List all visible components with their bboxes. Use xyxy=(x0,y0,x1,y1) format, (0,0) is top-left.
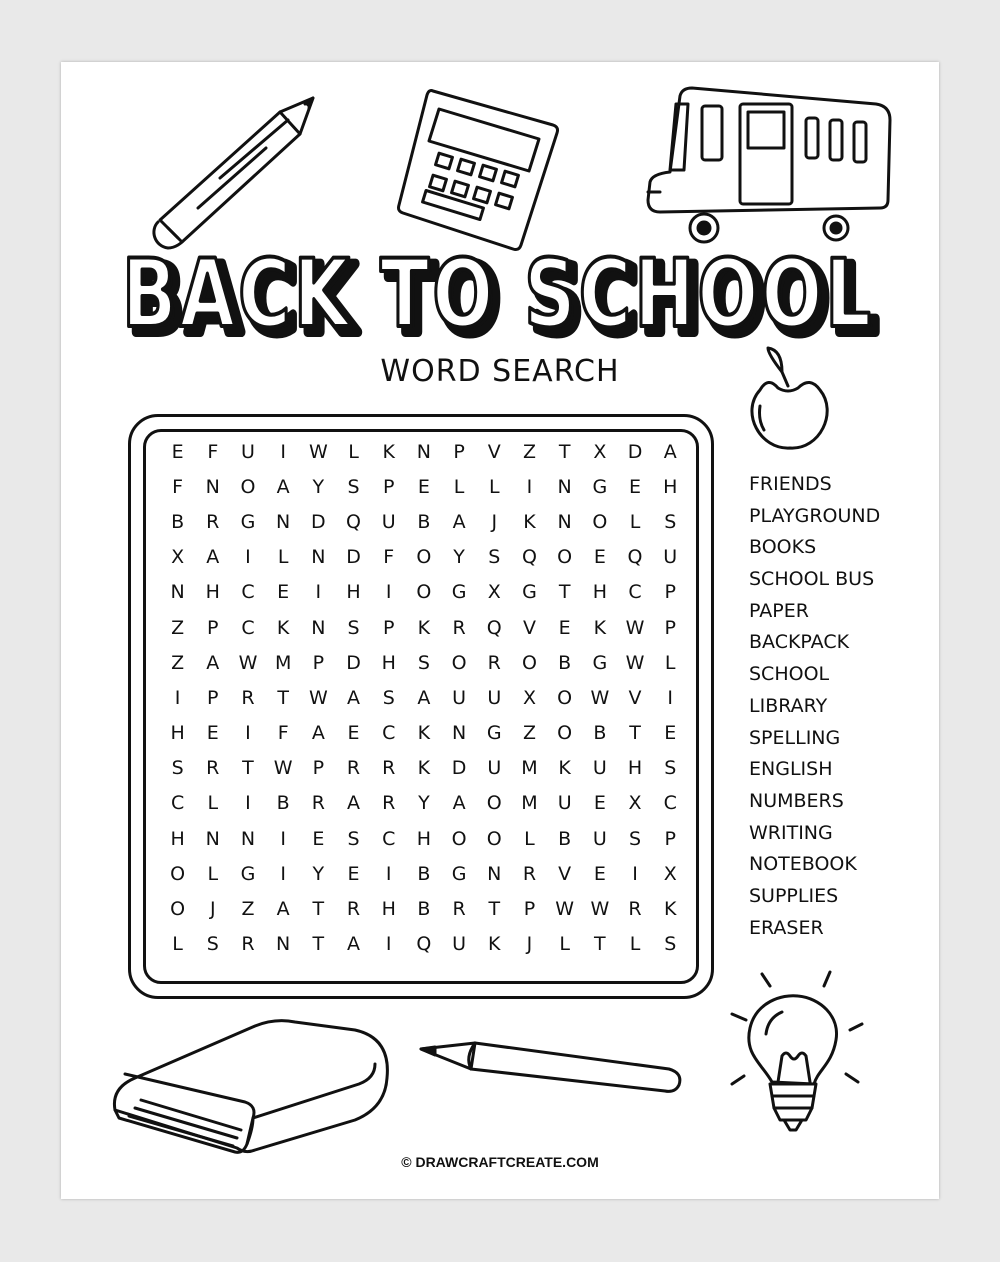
grid-letter: N xyxy=(416,440,432,463)
grid-letter: N xyxy=(311,616,326,639)
grid-letter: P xyxy=(207,616,219,639)
grid-letter: F xyxy=(172,475,184,498)
grid-letter: S xyxy=(171,757,184,780)
grid-letter: C xyxy=(382,722,396,745)
grid-letter: A xyxy=(452,792,466,815)
grid-letter: I xyxy=(632,862,638,885)
grid-letter: R xyxy=(241,933,255,956)
grid-letter: I xyxy=(245,546,251,569)
grid-letter: L xyxy=(348,440,359,463)
grid-letter: G xyxy=(240,510,256,533)
grid-letter: R xyxy=(346,898,361,921)
grid-letter: X xyxy=(487,581,501,604)
grid-letter: R xyxy=(206,757,220,780)
grid-letter: A xyxy=(347,686,361,709)
grid-letter: O xyxy=(557,546,573,569)
grid-letter: O xyxy=(451,827,467,850)
grid-letter: N xyxy=(205,827,220,850)
grid-letter: P xyxy=(312,757,325,780)
grid-letter: T xyxy=(242,757,254,780)
grid-letter: R xyxy=(311,792,325,815)
grid-letter: W xyxy=(625,651,645,674)
grid-letter: U xyxy=(663,546,678,569)
grid-letter: S xyxy=(347,475,360,498)
grid-letter: B xyxy=(171,510,185,533)
page-title-shadow: BACK TO SCHOOL xyxy=(129,246,881,355)
grid-letter: Q xyxy=(486,616,502,639)
grid-letter: D xyxy=(346,651,361,674)
grid-letter: G xyxy=(592,475,608,498)
grid-letter: Y xyxy=(453,546,465,569)
grid-letter: W xyxy=(273,757,293,780)
grid-letter: L xyxy=(524,827,535,850)
grid-letter: E xyxy=(312,827,325,850)
grid-letter: F xyxy=(383,546,395,569)
grid-letter: U xyxy=(592,757,607,780)
grid-letter: W xyxy=(590,898,610,921)
grid-letter: R xyxy=(241,686,255,709)
grid-letter: V xyxy=(558,862,572,885)
grid-letter: G xyxy=(451,862,467,885)
grid-letter: T xyxy=(312,933,325,956)
grid-letter: W xyxy=(555,898,575,921)
grid-letter: R xyxy=(522,862,537,885)
grid-letter: N xyxy=(205,475,220,498)
word-list-item: PLAYGROUND xyxy=(749,504,881,527)
grid-letter: R xyxy=(628,898,642,921)
grid-letter: L xyxy=(453,475,465,498)
grid-letter: K xyxy=(558,757,571,780)
page-title xyxy=(0,246,1000,356)
grid-letter: M xyxy=(521,757,538,780)
grid-letter: T xyxy=(277,686,289,709)
grid-letter: A xyxy=(417,686,431,709)
grid-letter: U xyxy=(592,827,607,850)
grid-letter: G xyxy=(592,651,608,674)
grid-letter: Z xyxy=(171,616,185,639)
grid-letter: E xyxy=(593,862,606,885)
grid-letter: U xyxy=(381,510,396,533)
grid-letter: J xyxy=(491,510,498,533)
grid-letter: C xyxy=(241,616,255,639)
word-list-item: FRIENDS xyxy=(749,473,832,495)
grid-letter: W xyxy=(625,616,645,639)
grid-letter: A xyxy=(663,440,677,463)
grid-letter: E xyxy=(593,546,606,569)
grid-letter: W xyxy=(590,686,610,709)
copyright-footer: © DRAWCRAFTCREATE.COM xyxy=(401,1154,599,1170)
grid-letter: I xyxy=(245,792,251,815)
grid-letter: I xyxy=(667,686,674,709)
grid-letter: T xyxy=(312,898,325,921)
grid-letter: E xyxy=(558,616,571,639)
pencil-icon xyxy=(150,90,325,255)
grid-letter: L xyxy=(559,933,570,956)
grid-letter: A xyxy=(206,651,220,674)
grid-letter: H xyxy=(346,581,361,604)
word-list-item: LIBRARY xyxy=(749,694,828,717)
grid-letter: C xyxy=(241,581,255,604)
grid-letter: B xyxy=(276,792,290,815)
word-list-item: BACKPACK xyxy=(749,631,850,654)
grid-letter: U xyxy=(557,792,572,815)
word-list-item: WRITING xyxy=(749,821,833,844)
grid-letter: S xyxy=(664,510,677,533)
grid-letter: A xyxy=(206,546,220,569)
grid-letter: I xyxy=(174,686,181,709)
grid-letter: G xyxy=(451,581,467,604)
grid-letter: L xyxy=(629,933,641,956)
grid-letter: K xyxy=(417,722,431,745)
grid-letter: A xyxy=(347,933,361,956)
grid-letter: O xyxy=(240,475,256,498)
crayon-pencil-icon xyxy=(415,1035,690,1097)
grid-letter: P xyxy=(664,616,676,639)
grid-letter: Z xyxy=(522,722,536,745)
grid-letter: L xyxy=(664,651,676,674)
grid-letter: L xyxy=(172,933,183,956)
grid-letter: A xyxy=(276,475,290,498)
grid-letter: R xyxy=(452,616,466,639)
grid-letter: E xyxy=(629,475,642,498)
school-bus-icon xyxy=(640,82,900,247)
light-bulb-icon xyxy=(722,968,872,1148)
grid-letter: B xyxy=(417,510,431,533)
grid-letter: G xyxy=(486,722,502,745)
book-icon xyxy=(105,1018,405,1158)
grid-letter: H xyxy=(170,722,185,745)
grid-letter: M xyxy=(521,792,538,815)
grid-letter: A xyxy=(347,792,361,815)
grid-letter: C xyxy=(663,792,677,815)
apple-icon xyxy=(738,346,843,456)
grid-letter: V xyxy=(522,616,536,639)
grid-letter: H xyxy=(663,475,678,498)
grid-letter: U xyxy=(452,933,467,956)
grid-letter: H xyxy=(627,757,643,780)
grid-letter: K xyxy=(663,898,677,921)
grid-letter: Q xyxy=(416,933,432,956)
grid-letter: K xyxy=(417,757,431,780)
letter-grid xyxy=(160,434,688,962)
grid-letter: K xyxy=(382,440,395,463)
grid-letter: D xyxy=(311,510,326,533)
word-list-item: PAPER xyxy=(749,599,809,622)
grid-letter: V xyxy=(487,440,501,463)
grid-letter: O xyxy=(416,546,432,569)
grid-letter: P xyxy=(382,475,395,498)
grid-letter: K xyxy=(276,616,290,639)
grid-letter: X xyxy=(522,686,536,709)
grid-letter: W xyxy=(308,440,328,463)
grid-letter: K xyxy=(593,616,607,639)
grid-letter: Q xyxy=(627,546,643,569)
grid-letter: G xyxy=(240,862,256,885)
grid-letter: T xyxy=(629,722,641,745)
grid-letter: T xyxy=(558,581,571,604)
grid-letter: J xyxy=(209,898,216,921)
word-list-item: SPELLING xyxy=(749,726,841,749)
grid-letter: H xyxy=(592,581,607,604)
grid-letter: S xyxy=(664,757,677,780)
grid-letter: E xyxy=(347,862,360,885)
grid-letter: A xyxy=(276,898,290,921)
grid-letter: E xyxy=(417,475,430,498)
grid-letter: R xyxy=(487,651,501,674)
grid-letter: K xyxy=(523,510,536,533)
grid-letter: Y xyxy=(312,475,325,498)
grid-letter: N xyxy=(487,862,502,885)
grid-letter: A xyxy=(311,722,325,745)
grid-letter: O xyxy=(451,651,467,674)
page-subtitle: WORD SEARCH xyxy=(380,354,620,389)
word-list-item: NOTEBOOK xyxy=(749,853,857,876)
grid-letter: E xyxy=(347,722,360,745)
grid-letter: J xyxy=(526,933,533,956)
grid-letter: Z xyxy=(522,440,536,463)
grid-letter: P xyxy=(207,686,219,709)
grid-letter: H xyxy=(381,651,396,674)
word-list xyxy=(749,469,929,944)
grid-letter: K xyxy=(417,616,431,639)
grid-letter: O xyxy=(486,792,502,815)
grid-letter: S xyxy=(488,546,501,569)
grid-letter: P xyxy=(664,581,676,604)
grid-letter: L xyxy=(277,546,289,569)
grid-letter: M xyxy=(274,651,292,674)
grid-letter: S xyxy=(347,827,360,850)
grid-letter: E xyxy=(206,722,219,745)
grid-letter: F xyxy=(207,440,219,463)
grid-letter: N xyxy=(276,510,291,533)
grid-letter: P xyxy=(312,651,325,674)
grid-letter: I xyxy=(315,581,322,604)
grid-letter: O xyxy=(557,686,573,709)
word-list-item: ENGLISH xyxy=(749,758,833,781)
grid-letter: W xyxy=(308,686,328,709)
grid-letter: N xyxy=(451,722,467,745)
grid-letter: U xyxy=(487,686,502,709)
grid-letter: U xyxy=(452,686,467,709)
grid-letter: S xyxy=(417,651,430,674)
grid-letter: D xyxy=(627,440,643,463)
grid-letter: X xyxy=(663,862,677,885)
grid-letter: T xyxy=(558,440,571,463)
grid-letter: Y xyxy=(312,862,325,885)
grid-letter: E xyxy=(593,792,606,815)
grid-letter: O xyxy=(416,581,432,604)
grid-letter: O xyxy=(486,827,502,850)
grid-letter: P xyxy=(382,616,395,639)
grid-letter: O xyxy=(170,898,186,921)
grid-letter: I xyxy=(280,862,286,885)
grid-letter: L xyxy=(207,862,219,885)
grid-letter: T xyxy=(488,898,501,921)
grid-letter: I xyxy=(385,933,392,956)
word-list-item: SUPPLIES xyxy=(749,884,839,907)
grid-letter: F xyxy=(277,722,289,745)
grid-letter: E xyxy=(277,581,290,604)
grid-letter: R xyxy=(382,792,396,815)
grid-letter: C xyxy=(382,827,396,850)
grid-letter: D xyxy=(451,757,467,780)
word-list-item: ERASER xyxy=(749,916,824,939)
grid-letter: C xyxy=(628,581,642,604)
grid-letter: Z xyxy=(241,898,255,921)
grid-letter: B xyxy=(558,827,572,850)
word-list-item: BOOKS xyxy=(749,536,817,559)
grid-letter: N xyxy=(276,933,291,956)
grid-letter: U xyxy=(241,440,255,463)
grid-letter: N xyxy=(557,475,572,498)
grid-letter: A xyxy=(452,510,466,533)
grid-letter: N xyxy=(311,546,326,569)
grid-letter: O xyxy=(521,651,537,674)
grid-letter: X xyxy=(628,792,642,815)
grid-letter: H xyxy=(205,581,220,604)
grid-letter: I xyxy=(280,440,286,463)
grid-letter: H xyxy=(416,827,432,850)
grid-letter: L xyxy=(207,792,219,815)
grid-letter: V xyxy=(628,686,642,709)
grid-letter: D xyxy=(346,546,361,569)
grid-letter: Q xyxy=(346,510,362,533)
grid-letter: R xyxy=(452,898,466,921)
grid-letter: O xyxy=(557,722,573,745)
grid-letter: E xyxy=(171,440,184,463)
grid-letter: I xyxy=(385,862,392,885)
grid-letter: I xyxy=(280,827,286,850)
grid-letter: N xyxy=(557,510,572,533)
word-list-item: SCHOOL BUS xyxy=(749,568,875,591)
grid-letter: Z xyxy=(171,651,185,674)
word-list-item: NUMBERS xyxy=(749,789,844,812)
grid-letter: P xyxy=(523,898,536,921)
calculator-icon xyxy=(393,85,563,255)
grid-letter: S xyxy=(629,827,642,850)
grid-letter: S xyxy=(382,686,395,709)
grid-letter: H xyxy=(381,898,396,921)
grid-letter: R xyxy=(382,757,396,780)
grid-letter: B xyxy=(558,651,572,674)
grid-letter: B xyxy=(417,862,431,885)
grid-letter: G xyxy=(522,581,537,604)
grid-letter: I xyxy=(385,581,392,604)
grid-letter: I xyxy=(526,475,533,498)
grid-letter: K xyxy=(488,933,501,956)
grid-letter: O xyxy=(170,862,186,885)
grid-letter: Q xyxy=(521,546,537,569)
grid-letter: W xyxy=(238,651,258,674)
grid-letter: P xyxy=(664,827,676,850)
grid-letter: R xyxy=(346,757,361,780)
grid-letter: L xyxy=(488,475,500,498)
grid-letter: Y xyxy=(418,792,430,815)
grid-letter: H xyxy=(170,827,185,850)
grid-letter: X xyxy=(171,546,185,569)
grid-letter: L xyxy=(629,510,641,533)
grid-letter: S xyxy=(206,933,219,956)
grid-letter: T xyxy=(594,933,606,956)
grid-letter: O xyxy=(592,510,608,533)
grid-letter: B xyxy=(593,722,607,745)
page-title-text: BACK TO SCHOOL xyxy=(122,246,874,349)
grid-letter: P xyxy=(453,440,465,463)
grid-letter: B xyxy=(417,898,431,921)
grid-letter: N xyxy=(240,827,256,850)
grid-letter: S xyxy=(347,616,360,639)
grid-letter: I xyxy=(245,722,251,745)
grid-letter: U xyxy=(487,757,502,780)
grid-letter: R xyxy=(206,510,220,533)
word-list-item: SCHOOL xyxy=(749,663,830,686)
grid-letter: S xyxy=(664,933,677,956)
grid-letter: X xyxy=(593,440,607,463)
grid-letter: C xyxy=(170,792,185,815)
grid-letter: E xyxy=(664,722,677,745)
grid-letter: N xyxy=(170,581,185,604)
